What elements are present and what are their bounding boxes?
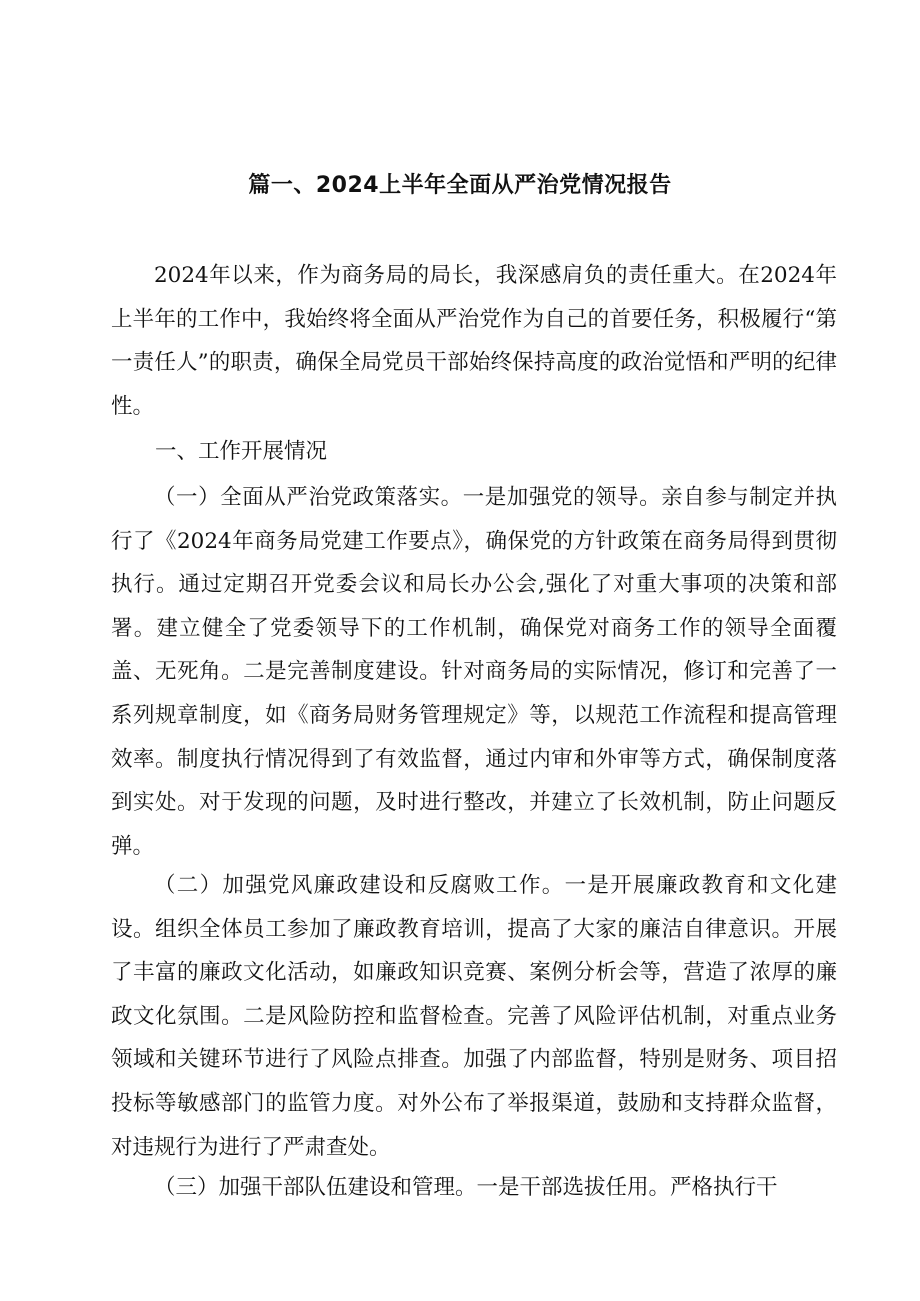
paragraph-intro: 2024年以来，作为商务局的局长，我深感肩负的责任重大。在2024年上半年的工作中，我始终将全面从严治党作为自己的首要任务，积极履行“第一责任人”的职责，确保全局党员干部始终保持高度的政治觉悟和严明的纪律性。	[111, 263, 837, 419]
section-heading-work-progress: 一、工作开展情况	[155, 439, 328, 464]
document-title: 篇一、2024上半年全面从严治党情况报告	[248, 173, 672, 198]
paragraph-cadre-management: （三）加强干部队伍建设和管理。一是干部选拔任用。严格执行干	[154, 1175, 778, 1200]
paragraph-anti-corruption: （二）加强党风廉政建设和反腐败工作。一是开展廉政教育和文化建设。组织全体员工参加了廉政教育培训，提高了大家的廉洁自律意识。开展了丰富的廉政文化活动，如廉政知识竞赛、案例分析会等，营造了浓厚的廉政文化氛围。二是风险防控和监督检查。完善了风险评估机制，对重点业务领域和关键环节进行了风险点排查。加强了内部监督，特别是财务、项目招投标等敏感部门的监管力度。对外公布了举报渠道，鼓励和支持群众监督，对违规行为进行了严肃查处。	[111, 873, 837, 1160]
paragraph-policy-implementation: （一）全面从严治党政策落实。一是加强党的领导。亲自参与制定并执行了《2024年商务局党建工作要点》，确保党的方针政策在商务局得到贯彻执行。通过定期召开党委会议和局长办公会,强化了对重大事项的决策和部署。建立健全了党委领导下的工作机制，确保党对商务工作的领导全面覆盖、无死角。二是完善制度建设。针对商务局的实际情况，修订和完善了一系列规章制度，如《商务局财务管理规定》等，以规范工作流程和提高管理效率。制度执行情况得到了有效监督，通过内审和外审等方式，确保制度落到实处。对于发现的问题，及时进行整改，并建立了长效机制，防止问题反弹。	[111, 485, 837, 859]
